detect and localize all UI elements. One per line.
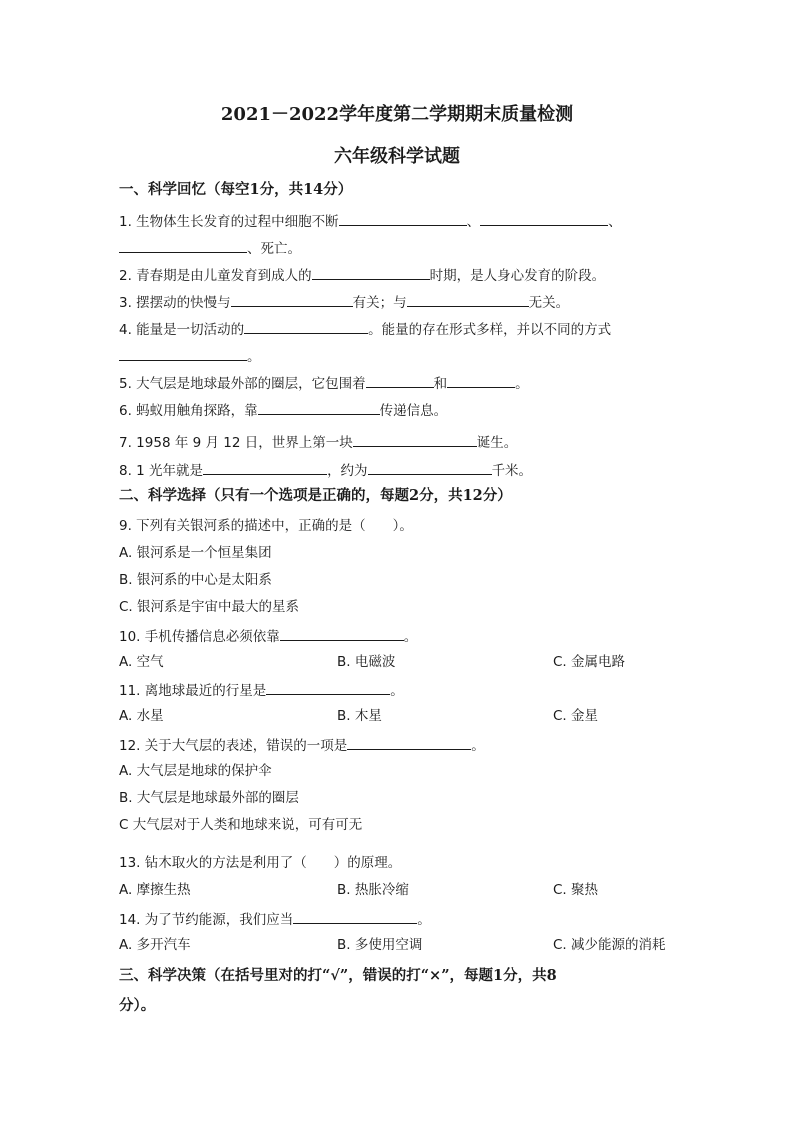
question-14-option-b[interactable]: B. 多使用空调 xyxy=(337,937,423,953)
question-10-option-b[interactable]: B. 电磁波 xyxy=(337,654,396,670)
answer-blank[interactable] xyxy=(293,909,417,924)
question-13-option-c[interactable]: C. 聚热 xyxy=(553,882,599,898)
section-3-heading: 三、科学决策（在括号里对的打“√”，错误的打“×”，每题1分，共8 xyxy=(119,967,557,984)
answer-blank[interactable] xyxy=(407,292,529,307)
question-7-text: 7. 1958 年 9 月 12 日，世界上第一块 xyxy=(119,435,353,451)
question-4 xyxy=(119,319,611,339)
answer-blank[interactable] xyxy=(312,265,430,280)
question-14 xyxy=(119,909,431,929)
exam-title: 2021－2022学年度第二学期期末质量检测 xyxy=(220,104,574,125)
question-1 xyxy=(119,211,622,231)
question-10-end: 。 xyxy=(403,629,418,645)
question-9-option-c[interactable]: C. 银河系是宇宙中最大的星系 xyxy=(119,599,300,615)
question-8-mid: ，约为 xyxy=(327,463,368,479)
question-10-option-a[interactable]: A. 空气 xyxy=(119,654,164,670)
question-12-option-c[interactable]: C 大气层对于人类和地球来说，可有可无 xyxy=(119,817,363,833)
answer-blank[interactable] xyxy=(280,626,404,641)
question-4-end: 。 xyxy=(247,349,261,365)
question-5-text: 5. 大气层是地球最外部的圈层，它包围着 xyxy=(119,376,366,392)
question-11-option-a[interactable]: A. 水星 xyxy=(119,708,164,724)
question-1-sep: 、 xyxy=(608,214,622,230)
answer-blank[interactable] xyxy=(347,735,471,750)
question-9: 9. 下列有关银河系的描述中，正确的是（ ）。 xyxy=(119,518,413,534)
question-8 xyxy=(119,460,532,480)
answer-blank[interactable] xyxy=(119,346,247,361)
question-10-text: 10. 手机传播信息必须依靠 xyxy=(119,629,280,645)
answer-blank[interactable] xyxy=(266,680,390,695)
question-14-end: 。 xyxy=(417,912,431,928)
question-2-text: 2. 青春期是由儿童发育到成人的 xyxy=(119,268,312,284)
question-1-text: 1. 生物体生长发育的过程中细胞不断 xyxy=(119,214,339,230)
answer-blank[interactable] xyxy=(203,460,327,475)
answer-blank[interactable] xyxy=(119,238,247,253)
question-6 xyxy=(119,400,447,420)
question-4-text: 4. 能量是一切活动的 xyxy=(119,322,245,338)
answer-blank[interactable] xyxy=(258,400,380,415)
question-2-end: 时期，是人身心发育的阶段。 xyxy=(429,268,606,284)
answer-blank[interactable] xyxy=(366,373,434,388)
question-5-mid: 和 xyxy=(433,376,448,392)
question-7-end: 诞生。 xyxy=(476,435,518,451)
section-3-heading-cont: 分）。 xyxy=(119,997,156,1014)
answer-blank[interactable] xyxy=(353,432,477,447)
question-10-option-c[interactable]: C. 金属电路 xyxy=(553,654,626,670)
question-2 xyxy=(119,265,605,285)
question-6-end: 传递信息。 xyxy=(379,403,448,419)
question-8-end: 千米。 xyxy=(491,463,533,479)
question-10 xyxy=(119,626,417,646)
answer-blank[interactable] xyxy=(480,211,608,226)
question-3-end: 无关。 xyxy=(528,295,570,311)
question-14-option-c[interactable]: C. 减少能源的消耗 xyxy=(553,937,666,953)
question-11-text: 11. 离地球最近的行星是 xyxy=(119,683,267,699)
question-5-end: 。 xyxy=(515,376,529,392)
question-14-text: 14. 为了节约能源，我们应当 xyxy=(119,912,294,928)
question-1-sep: 、 xyxy=(466,214,481,230)
question-3-mid: 有关；与 xyxy=(352,295,407,311)
section-1-heading: 一、科学回忆（每空1分，共14分） xyxy=(119,181,353,198)
question-11-end: 。 xyxy=(390,683,404,699)
question-9-option-b[interactable]: B. 银河系的中心是太阳系 xyxy=(119,572,272,588)
question-12-option-a[interactable]: A. 大气层是地球的保护伞 xyxy=(119,763,272,779)
question-12 xyxy=(119,735,485,755)
question-1-end: 、死亡。 xyxy=(247,241,301,257)
question-14-option-a[interactable]: A. 多开汽车 xyxy=(119,937,191,953)
question-11-option-c[interactable]: C. 金星 xyxy=(553,708,599,724)
question-9-option-a[interactable]: A. 银河系是一个恒星集团 xyxy=(119,545,272,561)
question-3 xyxy=(119,292,569,312)
question-5 xyxy=(119,373,529,393)
question-11-option-b[interactable]: B. 木星 xyxy=(337,708,382,724)
question-13-option-a[interactable]: A. 摩擦生热 xyxy=(119,882,191,898)
question-6-text: 6. 蚂蚁用触角探路，靠 xyxy=(119,403,258,419)
question-7 xyxy=(119,432,517,452)
answer-blank[interactable] xyxy=(339,211,467,226)
answer-blank[interactable] xyxy=(447,373,515,388)
answer-blank[interactable] xyxy=(244,319,368,334)
question-13-option-b[interactable]: B. 热胀冷缩 xyxy=(337,882,409,898)
question-8-text: 8. 1 光年就是 xyxy=(119,463,204,479)
question-1-cont xyxy=(119,238,301,258)
question-4-mid: 。能量的存在形式多样，并以不同的方式 xyxy=(368,322,612,338)
question-11 xyxy=(119,680,404,700)
answer-blank[interactable] xyxy=(231,292,353,307)
exam-subtitle: 六年级科学试题 xyxy=(334,146,460,167)
answer-blank[interactable] xyxy=(368,460,492,475)
question-3-text: 3. 摆摆动的快慢与 xyxy=(119,295,231,311)
section-2-heading: 二、科学选择（只有一个选项是正确的，每题2分，共12分） xyxy=(119,487,512,504)
question-12-option-b[interactable]: B. 大气层是地球最外部的圈层 xyxy=(119,790,299,806)
question-12-end: 。 xyxy=(471,738,485,754)
question-12-text: 12. 关于大气层的表述，错误的一项是 xyxy=(119,738,348,754)
question-13: 13. 钻木取火的方法是利用了（ ）的原理。 xyxy=(119,855,402,871)
question-4-cont xyxy=(119,346,261,366)
